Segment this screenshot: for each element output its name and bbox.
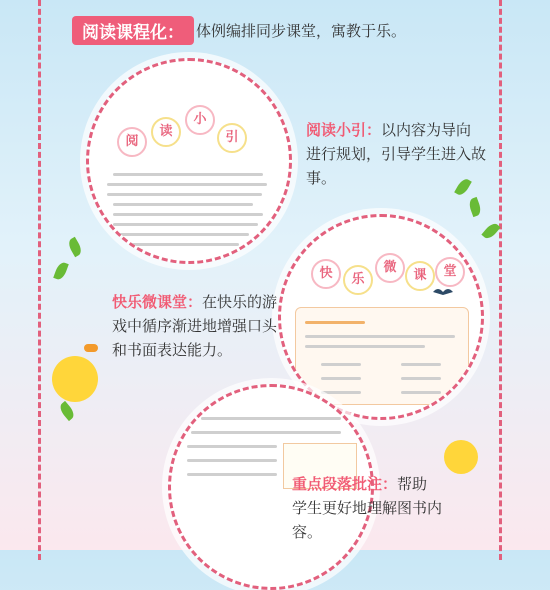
duck-beak-icon [84, 344, 98, 352]
header-text: 体例编排同步课堂，寓教于乐。 [196, 22, 407, 40]
text-line [321, 363, 361, 366]
bubble-char: 小 [185, 105, 215, 135]
text-line [201, 417, 341, 420]
duck-icon [52, 356, 98, 402]
text-line [113, 213, 263, 216]
bubble-char: 引 [217, 123, 247, 153]
text-line [321, 377, 361, 380]
feature-micro-class [112, 290, 282, 362]
bird-icon [432, 286, 454, 298]
bubble-char: 乐 [343, 265, 373, 295]
text-line [305, 321, 365, 324]
text-line [119, 233, 249, 236]
text-line [113, 203, 253, 206]
feature-title: 重点段落批注： [292, 475, 398, 493]
text-line [305, 345, 425, 348]
micro-class-preview [278, 214, 484, 420]
feature-body: 帮助学生更好地理解图书内容。 [292, 475, 443, 541]
bubble-char: 微 [375, 253, 405, 283]
feature-body: 以内容为导向进行规划，引导学生进入故事。 [306, 121, 487, 187]
bubble-char: 堂 [435, 257, 465, 287]
text-line [187, 445, 277, 448]
text-line [191, 431, 341, 434]
feature-annotation [292, 472, 442, 544]
text-line [305, 335, 455, 338]
feature-title: 快乐微课堂： [112, 293, 203, 311]
feature-title: 阅读小引： [306, 121, 382, 139]
reading-intro-preview [86, 58, 292, 264]
bubble-char: 读 [151, 117, 181, 147]
text-line [321, 391, 361, 394]
bubble-char: 课 [405, 261, 435, 291]
text-line [187, 459, 277, 462]
text-line [107, 193, 262, 196]
text-line [401, 377, 441, 380]
feature-reading-intro [306, 118, 486, 190]
header-badge: 阅读课程化： [72, 16, 194, 45]
text-line [113, 173, 263, 176]
text-line [401, 363, 441, 366]
bubble-char: 阅 [117, 127, 147, 157]
text-line [129, 243, 239, 246]
text-line [401, 391, 441, 394]
duck-icon [444, 440, 478, 474]
bubble-char: 快 [311, 259, 341, 289]
text-line [187, 473, 277, 476]
text-line [107, 183, 267, 186]
text-line [113, 223, 258, 226]
feature-body: 在快乐的游戏中循序渐进地增强口头和书面表达能力。 [112, 293, 278, 359]
